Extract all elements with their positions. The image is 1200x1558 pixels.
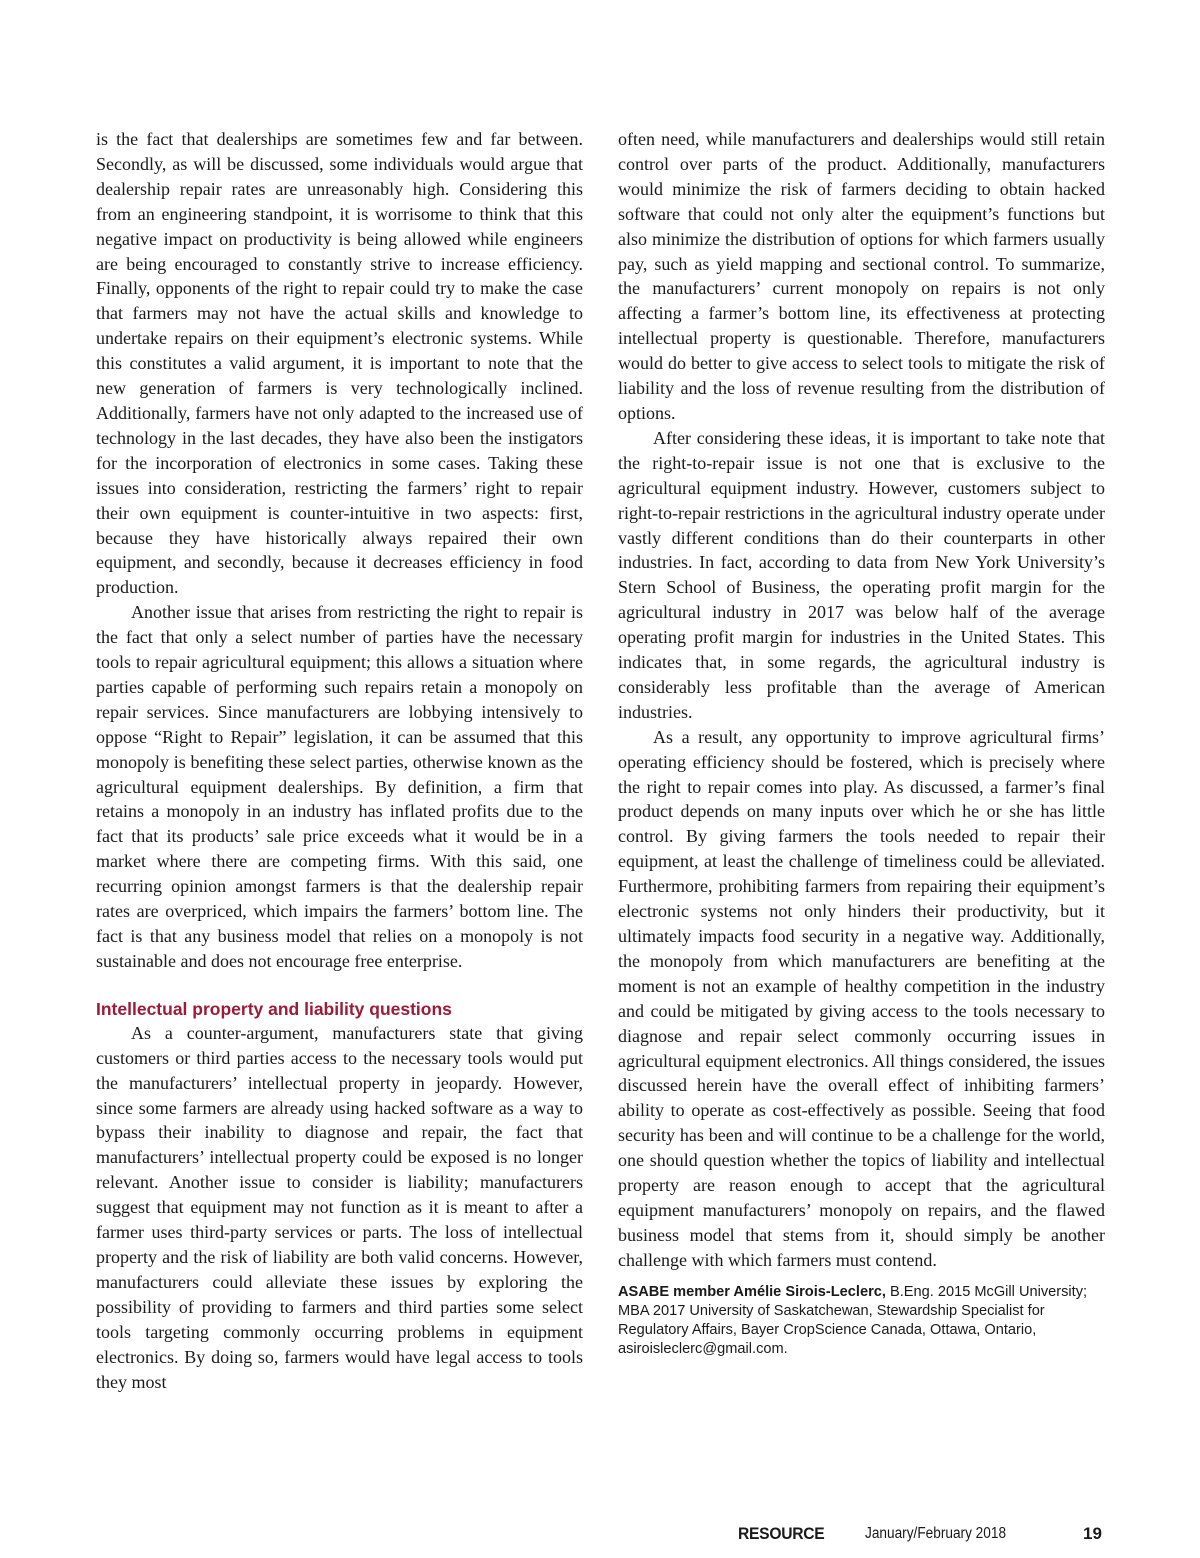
page-number: 19: [1083, 1524, 1102, 1543]
page-footer: [0, 1524, 1200, 1550]
author-details: B.Eng. 2015 McGill University; MBA 2017 University of Saskatchewan, Stewardship Specialist for Regulatory Affairs, Bayer CropScience Canada, Ottawa, Ontario, asiroisleclerc@gmail.com.: [618, 1283, 1088, 1358]
body-paragraph: is the fact that dealerships are sometimes few and far between. Secondly, as will be discussed, some individuals would argue that dealership repair rates are unreasonably high. Considering this from an engineering standpoint, it is worrisome to think that this negative impact on productivity is being allowed while engineers are being encouraged to constantly strive to increase efficiency. Finally, opponents of the right to repair could try to make the case that farmers may not have the actual skills and knowledge to undertake repairs on their equipment’s electronic systems. While this constitutes a valid argument, it is important to note that the new generation of farmers is very technologically inclined. Additionally, farmers have not only adapted to the increased use of technology in the last decades, they have also been the instigators for the incorporation of electronics in some cases. Taking these issues into consideration, restricting the farmers’ right to repair their own equipment is counter-intuitive in two aspects: first, because they have historically always repaired their own equipment, and secondly, because it decreases efficiency in food production.: [96, 129, 583, 598]
body-paragraph: Another issue that arises from restricting the right to repair is the fact that only a select number of parties have the necessary tools to repair agricultural equipment; this allows a situation where parties capable of performing such repairs retain a monopoly on repair services. Since manufacturers are lobbying intensively to oppose “Right to Repair” legislation, it can be assumed that this monopoly is benefiting these select parties, otherwise known as the agricultural equipment dealerships. By definition, a firm that retains a monopoly in an industry has inflated profits due to the fact that its products’ sale price exceeds what it would be in a market where there are competing firms. With this said, one recurring opinion amongst farmers is that the dealership repair rates are overpriced, which impairs the farmers’ bottom line. The fact is that any business model that relies on a monopoly is not sustainable and does not encourage free enterprise.: [96, 602, 583, 971]
body-paragraph: As a counter-argument, manufacturers state that giving customers or third parties access to the necessary tools would put the manufacturers’ intellectual property in jeopardy. However, since some farmers are already using hacked software as a way to bypass their inability to diagnose and repair, the fact that manufacturers’ intellectual property could be exposed is no longer relevant. Another issue to consider is liability; manufacturers suggest that equipment may not function as it is meant to after a farmer uses third-party services or parts. The loss of intellectual property and the risk of liability are both valid concerns. However, manufacturers could alleviate these issues by exploring the possibility of providing to farmers and third parties some select tools targeting commonly occurring problems in equipment electronics. By doing so, farmers would have legal access to tools they most: [96, 1022, 583, 1392]
body-paragraph: After considering these ideas, it is important to take note that the right-to-repair issue is not one that is exclusive to the agricultural equipment industry. However, customers subject to right-to-repair restrictions in the agricultural industry operate under vastly different conditions than do their counterparts in other industries. In fact, according to data from New York University’s Stern School of Business, the operating profit margin for the agricultural industry in 2017 was below half of the average operating profit margin for industries in the United States. This indicates that, in some regards, the agricultural industry is considerably less profitable than the average of American industries.: [618, 427, 1105, 722]
publication-name: RESOURCE: [738, 1524, 825, 1543]
left-column: [96, 127, 583, 1394]
body-paragraph: often need, while manufacturers and dealerships would still retain control over parts of the product. Additionally, manufacturers would minimize the risk of farmers deciding to obtain hacked software that could not only alter the equipment’s functions but also minimize the distribution of options for which farmers usually pay, such as yield mapping and sectional control. To summarize, the manufacturers’ current monopoly on repairs is not only affecting a farmer’s bottom line, its effectiveness at protecting intellectual property is questionable. Therefore, manufacturers would do better to give access to select tools to mitigate the risk of liability and the loss of revenue resulting from the distribution of options.: [618, 129, 1105, 423]
author-bio: [618, 1283, 1105, 1360]
body-paragraph: As a result, any opportunity to improve agricultural firms’ operating efficiency should be fostered, which is precisely where the right to repair comes into play. As discussed, a farmer’s final product depends on many inputs over which he or she has little control. By giving farmers the tools needed to repair their equipment, at least the challenge of timeliness could be alleviated. Furthermore, prohibiting farmers from repairing their equipment’s electronic systems not only hinders their productivity, but it ultimately impacts food security in a negative way. Additionally, the monopoly from which manufacturers are benefiting at the moment is not an example of healthy competition in the industry and could be mitigated by giving access to the tools necessary to diagnose and repair select commonly occurring issues in agricultural equipment electronics. All things considered, the issues discussed herein have the overall effect of inhibiting farmers’ ability to operate as cost-effectively as possible. Seeing that food security has been and will continue to be a challenge for the world, one should question whether the topics of liability and intellectual property are reason enough to accept that the agricultural equipment manufacturers’ monopoly on repairs, and the flawed business model that stems from it, should simply be another challenge with which farmers must contend.: [618, 726, 1105, 1270]
right-column: [618, 127, 1105, 1360]
section-heading: Intellectual property and liability questions: [96, 998, 452, 1019]
author-name: ASABE member Amélie Sirois-Leclerc,: [618, 1283, 886, 1300]
issue-date: January/February 2018: [865, 1525, 1007, 1542]
